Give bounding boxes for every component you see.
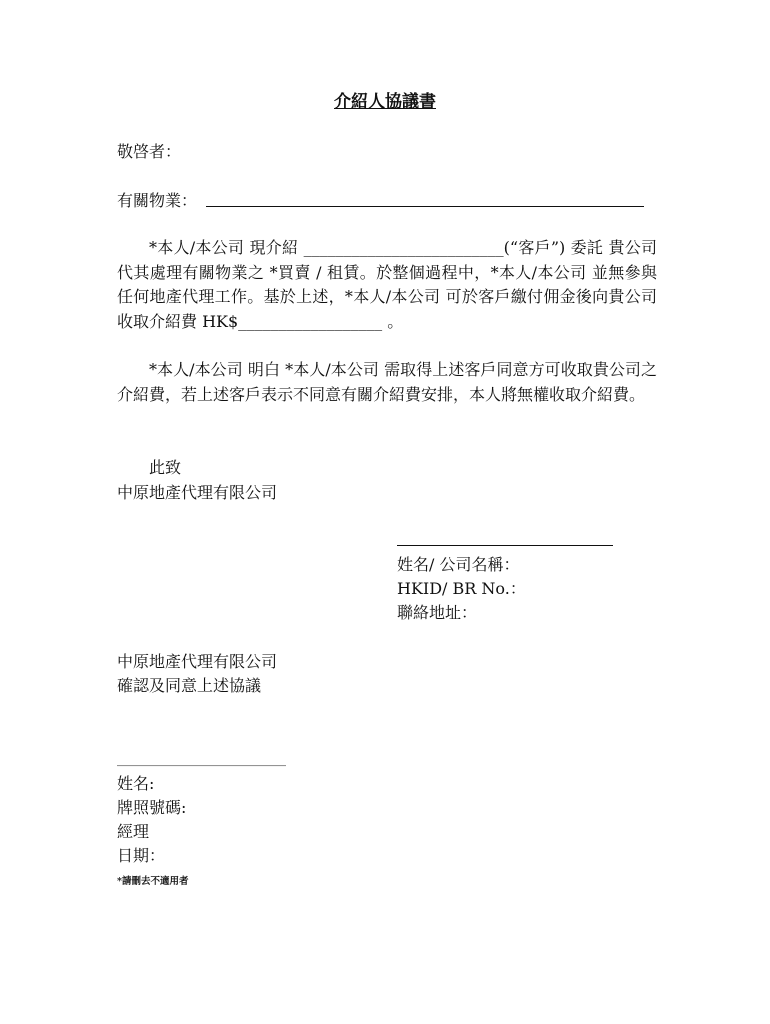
paragraph-acknowledgement: *本人/本公司 明白 *本人/本公司 需取得上述客戶同意方可收取貴公司之介紹費，若上述客戶表示不同意有關介紹費安排，本人將無權收取介紹費。 [117, 360, 657, 404]
introducer-id-label: HKID/ BR No.： [397, 579, 526, 598]
closing-text: 此致 [149, 458, 182, 477]
confirm-company: 中原地產代理有限公司 [117, 652, 278, 671]
addressee-company: 中原地產代理有限公司 [117, 483, 278, 502]
document-title: 介紹人協議書 [334, 92, 436, 112]
manager-signature-line: __________________________ [117, 752, 286, 767]
paragraph-introduction: *本人/本公司 現介紹 _________________________(“客戶”) 委託 貴公司代其處理有關物業之 *買賣 / 租賃。於整個過程中，*本人/本公司 並無參與任何地產代理工作。基於上述，*本人/本公司 可於客戶繳付佣金後向貴公司收取介紹費 HK$__________________ 。 [117, 238, 657, 331]
footnote: *請刪去不適用者 [117, 876, 189, 887]
manager-license-label: 牌照號碼: [117, 798, 187, 817]
introducer-address-label: 聯絡地址： [397, 603, 478, 622]
manager-role: 經理 [117, 822, 150, 841]
confirm-date-label: 日期： [117, 846, 166, 865]
confirm-text: 確認及同意上述協議 [117, 676, 262, 695]
property-blank-line [206, 206, 644, 207]
manager-name-label: 姓名: [117, 774, 155, 793]
introducer-signature-line [397, 545, 613, 546]
property-label: 有關物業： [117, 191, 198, 210]
salutation: 敬啓者： [117, 142, 182, 161]
introducer-name-label: 姓名/ 公司名稱： [397, 555, 520, 574]
